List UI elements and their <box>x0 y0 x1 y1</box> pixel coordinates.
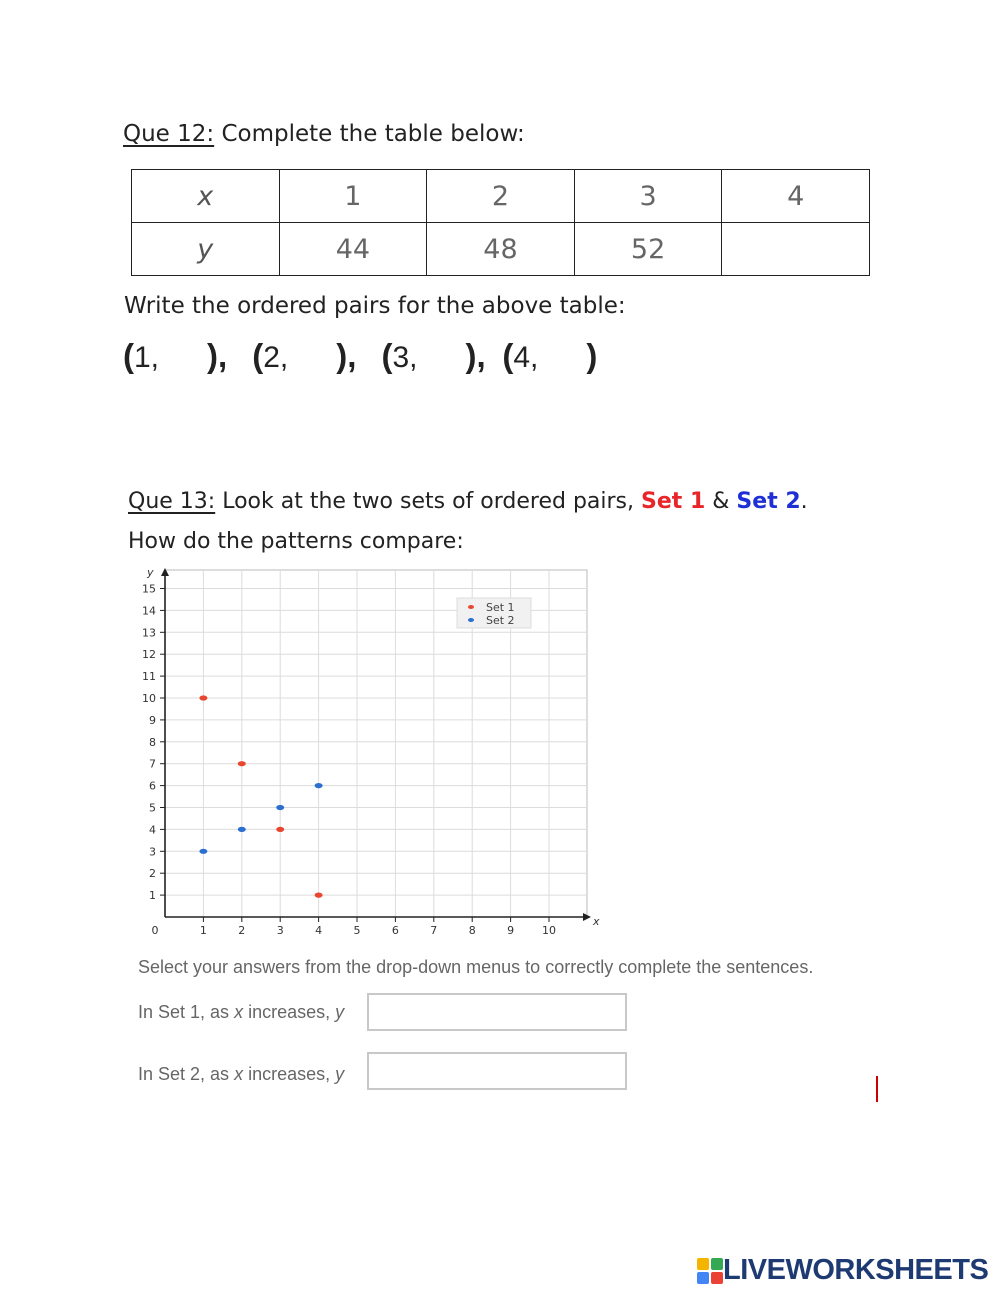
set1-answer-dropdown[interactable] <box>367 993 627 1031</box>
y-tick-label: 10 <box>142 692 156 705</box>
set2-label: Set 2 <box>736 489 801 514</box>
pair-1: (1, ), <box>123 337 228 374</box>
legend-label: Set 1 <box>486 601 515 614</box>
logo-grid-icon <box>697 1258 723 1284</box>
amp: & <box>712 489 730 514</box>
liveworksheets-logo <box>697 1254 988 1287</box>
y-tick-label: 3 <box>149 845 156 859</box>
pairs-prompt: Write the ordered pairs for the above table: <box>124 293 626 319</box>
sentence-2: In Set 2, as x increases, y <box>138 1064 345 1084</box>
text-cursor <box>876 1076 878 1102</box>
q13-prompt: Look at the two sets of ordered pairs, <box>222 489 635 514</box>
set1-point <box>276 827 284 832</box>
table-cell: 1 <box>279 170 427 223</box>
legend-marker <box>468 605 474 609</box>
table-header-y: y <box>132 223 280 276</box>
table-row-y <box>132 223 870 276</box>
table-cell: 4 <box>722 170 870 223</box>
set2-point <box>199 849 207 854</box>
table-cell: 3 <box>574 170 722 223</box>
x-tick-label: 0 <box>151 924 159 937</box>
x-axis-label: x <box>593 915 600 928</box>
table-answer-cell[interactable] <box>722 223 870 276</box>
set1-point <box>315 893 323 898</box>
pair-2: (2, ), <box>252 337 357 374</box>
x-tick-label: 8 <box>468 924 476 937</box>
x-tick-label: 10 <box>542 924 556 937</box>
y-tick-label: 6 <box>149 779 156 793</box>
y-tick-label: 2 <box>149 867 156 881</box>
q12-label: Que 12: <box>123 121 215 147</box>
pair-2-answer[interactable] <box>288 343 336 367</box>
x-tick-label: 7 <box>430 924 438 937</box>
y-axis-label: y <box>147 566 154 579</box>
y-tick-label: 9 <box>149 713 156 727</box>
sentence-1: In Set 1, as x increases, y <box>138 1002 345 1022</box>
y-tick-label: 1 <box>149 889 156 903</box>
y-tick-label: 7 <box>149 757 156 771</box>
y-tick-label: 11 <box>142 670 156 684</box>
set2-point <box>276 805 284 810</box>
q13-subprompt: How do the patterns compare: <box>128 529 464 554</box>
logo-text: LIVEWORKSHEETS <box>723 1254 989 1286</box>
q13-label: Que 13: <box>128 489 216 514</box>
table-cell: 2 <box>427 170 575 223</box>
set2-point <box>238 827 246 832</box>
set1-label: Set 1 <box>641 489 706 514</box>
pair-3-answer[interactable] <box>417 343 465 367</box>
x-tick-label: 6 <box>391 924 399 937</box>
table-cell: 48 <box>427 223 575 276</box>
y-tick-label: 14 <box>142 604 156 618</box>
pair-1-answer[interactable] <box>159 343 207 367</box>
pair-4-answer[interactable] <box>538 343 586 367</box>
y-tick-label: 13 <box>142 626 156 640</box>
set2-point <box>315 783 323 788</box>
set1-point <box>238 761 246 766</box>
scatter-plot <box>125 562 600 940</box>
table-row-x <box>132 170 870 223</box>
period: . <box>800 489 808 514</box>
x-tick-label: 4 <box>315 924 323 937</box>
x-tick-label: 9 <box>507 924 515 937</box>
legend-marker <box>468 618 474 622</box>
ordered-pairs-line <box>123 337 597 375</box>
legend-label: Set 2 <box>486 614 515 627</box>
y-tick-label: 15 <box>142 582 156 596</box>
x-tick-label: 3 <box>276 924 284 937</box>
q13-heading <box>128 489 808 514</box>
set2-answer-dropdown[interactable] <box>367 1052 627 1090</box>
instruction-text: Select your answers from the drop-down menus to correctly complete the sentences. <box>138 957 814 977</box>
x-tick-label: 2 <box>238 924 246 937</box>
legend <box>457 598 531 628</box>
y-tick-label: 4 <box>149 823 156 837</box>
table-cell: 44 <box>279 223 427 276</box>
table-cell: 52 <box>574 223 722 276</box>
y-tick-label: 12 <box>142 648 156 662</box>
table-header-x: x <box>132 170 280 223</box>
y-tick-label: 5 <box>149 801 156 815</box>
x-tick-label: 1 <box>199 924 207 937</box>
pair-4: (4, ) <box>502 337 598 374</box>
q12-prompt: Complete the table below: <box>221 121 525 147</box>
y-tick-label: 8 <box>149 735 156 749</box>
xy-table <box>131 169 870 276</box>
set1-point <box>199 695 207 700</box>
x-tick-label: 5 <box>353 924 361 937</box>
q12-heading <box>123 121 525 147</box>
pair-3: (3, ), <box>381 337 486 374</box>
